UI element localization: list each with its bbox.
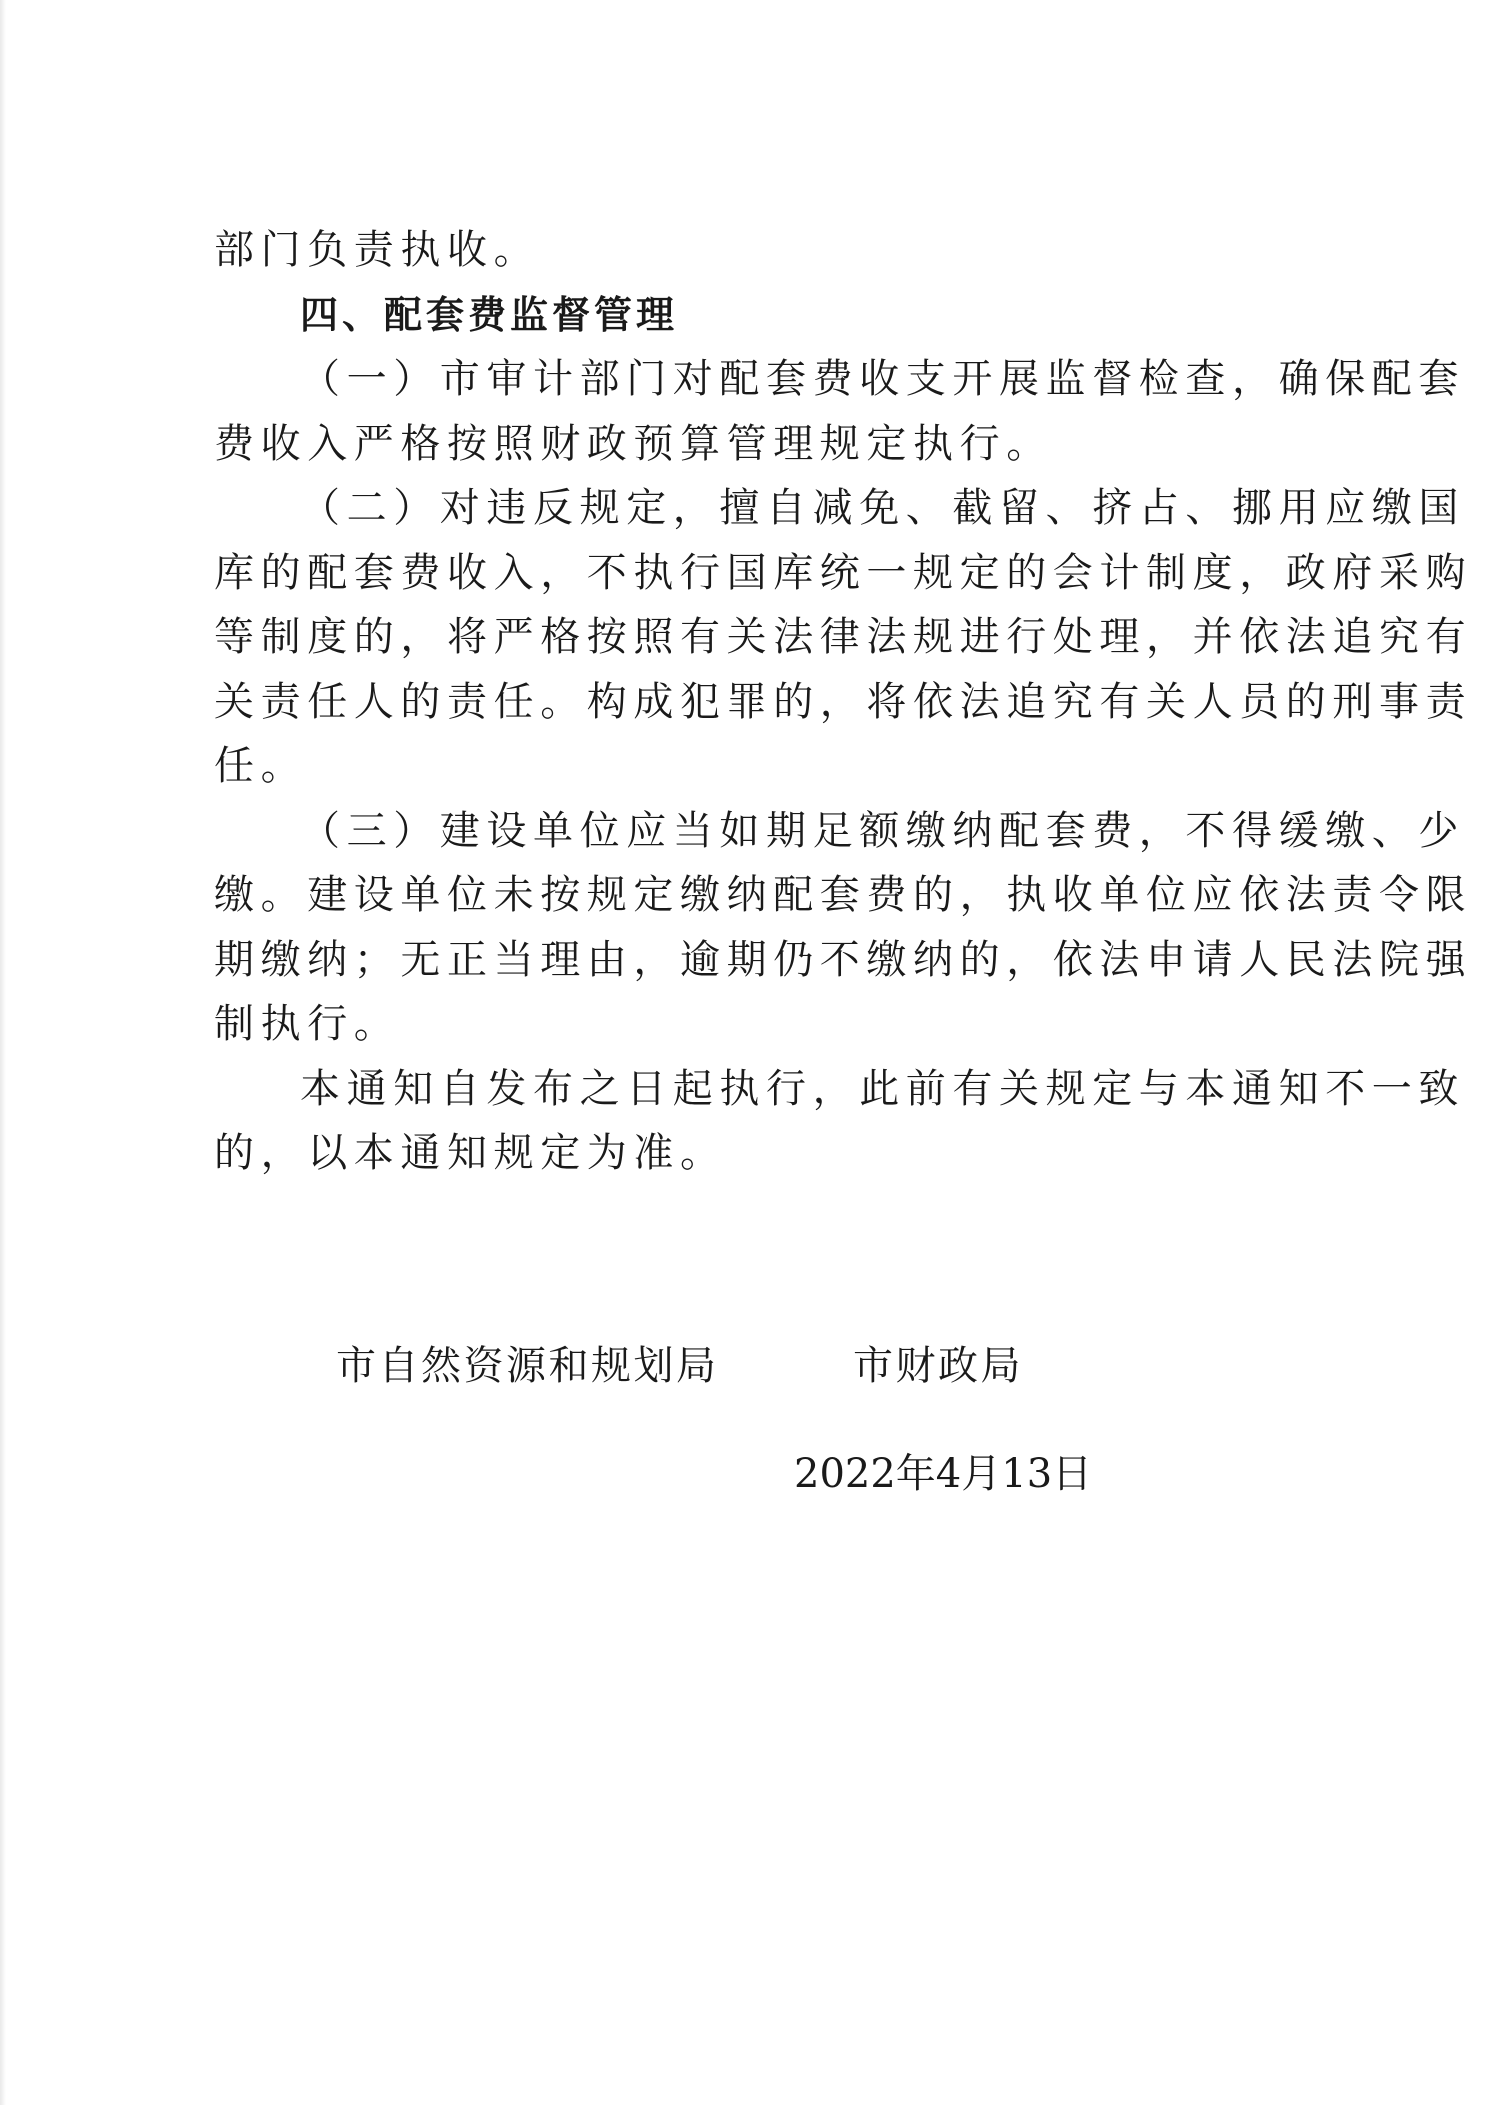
paragraph-line: 的，以本通知规定为准。 [214, 1130, 727, 1176]
paragraph-line: 关责任人的责任。构成犯罪的，将依法追究有关人员的刑事责 [214, 678, 1473, 725]
paragraph-line: 制执行。 [214, 1001, 401, 1047]
paragraph-line: 任。 [214, 743, 308, 789]
document-body [214, 218, 1473, 1186]
signature-block [0, 1334, 1490, 1398]
issuer-finance-bureau: 市财政局 [853, 1343, 1023, 1389]
scan-edge-shadow [0, 0, 6, 2105]
paragraph-line: 部门负责执收。 [214, 227, 541, 273]
paragraph-line: 库的配套费收入，不执行国库统一规定的会计制度，政府采购 [214, 549, 1473, 596]
paragraph-line: （一）市审计部门对配套费收支开展监督检查，确保配套 [300, 356, 1465, 402]
issue-date: 2022年4月13日 [794, 1451, 1093, 1497]
paragraph-line: 缴。建设单位未按规定缴纳配套费的，执收单位应依法责令限 [214, 872, 1473, 918]
paragraph-line: （三）建设单位应当如期足额缴纳配套费，不得缓缴、少 [300, 807, 1465, 854]
paragraph-line: （二）对违反规定，擅自减免、截留、挤占、挪用应缴国 [300, 485, 1465, 531]
paragraph-line: 等制度的，将严格按照有关法律法规进行处理，并依法追究有 [214, 614, 1473, 660]
paragraph-line: 费收入严格按照财政预算管理规定执行。 [214, 420, 1053, 467]
paragraph-line: 本通知自发布之日起执行，此前有关规定与本通知不一致 [300, 1065, 1465, 1112]
section-heading: 四、配套费监督管理 [300, 292, 679, 337]
issuer-natural-resources-bureau: 市自然资源和规划局 [336, 1343, 719, 1389]
paragraph-line: 期缴纳；无正当理由，逾期仍不缴纳的，依法申请人民法院强 [214, 936, 1473, 983]
